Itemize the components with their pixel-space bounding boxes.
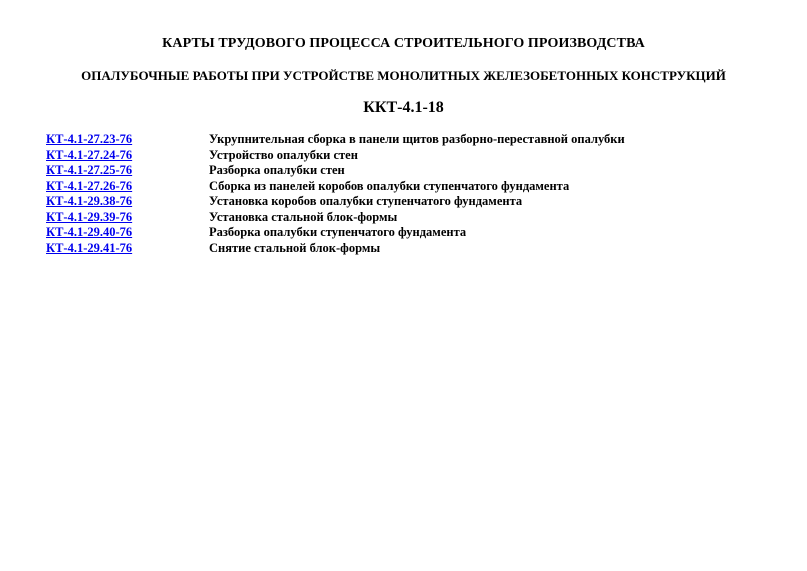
list-item bbox=[46, 225, 766, 241]
list-item bbox=[46, 132, 766, 148]
document-item-title: Сборка из панелей коробов опалубки ступенчатого фундамента bbox=[209, 178, 570, 193]
document-link[interactable]: КТ-4.1-29.39-76 bbox=[46, 209, 133, 224]
document-link[interactable]: КТ-4.1-27.24-76 bbox=[46, 147, 133, 162]
document-item-title: Разборка опалубки ступенчатого фундамента bbox=[209, 225, 467, 239]
document-item-title: Установка стальной блок-формы bbox=[209, 209, 398, 224]
list-item bbox=[46, 241, 766, 257]
list-item bbox=[46, 179, 766, 195]
document-item-title: Устройство опалубки стен bbox=[209, 147, 358, 162]
list-item bbox=[46, 163, 766, 179]
document-item-title: Установка коробов опалубки ступенчатого фундамента bbox=[209, 194, 523, 208]
document-link[interactable]: КТ-4.1-29.41-76 bbox=[46, 240, 133, 255]
list-item bbox=[46, 148, 766, 164]
document-link[interactable]: КТ-4.1-27.26-76 bbox=[46, 178, 133, 193]
document-item-title: Укрупнительная сборка в панели щитов разборно-переставной опалубки bbox=[209, 132, 625, 146]
document-item-title: Снятие стальной блок-формы bbox=[209, 240, 381, 255]
document-link[interactable]: КТ-4.1-27.25-76 bbox=[46, 163, 133, 177]
document-link[interactable]: КТ-4.1-29.40-76 bbox=[46, 225, 133, 239]
document-subtitle: ОПАЛУБОЧНЫЕ РАБОТЫ ПРИ УСТРОЙСТВЕ МОНОЛИТНЫХ ЖЕЛЕЗОБЕТОННЫХ КОНСТРУКЦИЙ bbox=[81, 68, 726, 83]
document-title: КАРТЫ ТРУДОВОГО ПРОЦЕССА СТРОИТЕЛЬНОГО ПРОИЗВОДСТВА bbox=[162, 36, 645, 51]
document-item-title: Разборка опалубки стен bbox=[209, 163, 345, 177]
document-code: ККТ-4.1-18 bbox=[363, 99, 444, 116]
list-item bbox=[46, 194, 766, 210]
document-link[interactable]: КТ-4.1-27.23-76 bbox=[46, 132, 133, 146]
document-link[interactable]: КТ-4.1-29.38-76 bbox=[46, 194, 133, 208]
document-list bbox=[46, 132, 766, 256]
list-item bbox=[46, 210, 766, 226]
